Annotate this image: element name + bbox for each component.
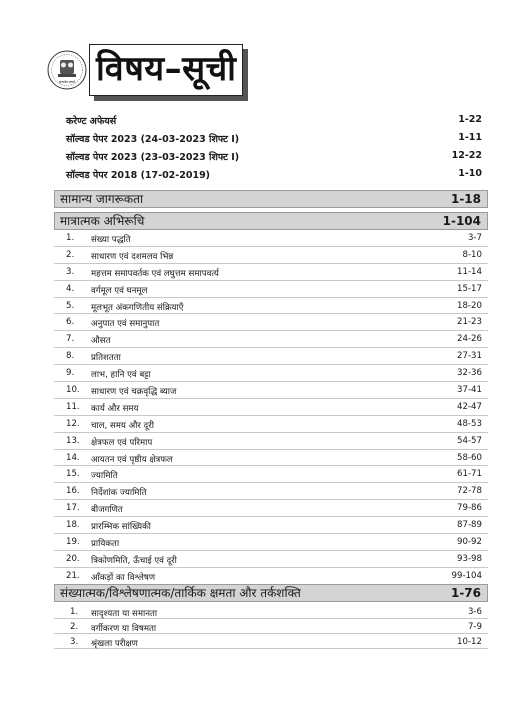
list-item[interactable] (54, 230, 488, 247)
list-item[interactable] (54, 604, 488, 619)
item-number: 18. (66, 520, 80, 531)
item-number: 15. (66, 469, 80, 480)
header (47, 44, 247, 100)
item-pages: 93-98 (457, 553, 482, 564)
list-item[interactable] (54, 331, 488, 348)
item-number: 21. (66, 570, 80, 581)
item-pages: 7-9 (467, 622, 482, 632)
list-item[interactable] (54, 551, 488, 568)
item-label: आयतन एवं पृष्ठीय क्षेत्रफल (91, 454, 173, 465)
item-pages: 54-57 (457, 435, 482, 446)
item-pages: 18-20 (457, 300, 482, 311)
list-item[interactable] (54, 314, 488, 331)
section-title: संख्यात्मक/विश्लेषणात्मक/तार्किक क्षमता और तर्कशक्ति (60, 586, 301, 600)
prelim-label: सॉल्वड पेपर 2023 (24-03-2023 शिफ्ट I) (66, 134, 240, 145)
item-pages: 11-14 (457, 266, 482, 277)
list-item[interactable] (54, 534, 488, 551)
list-item[interactable] (54, 466, 488, 483)
title-box (89, 44, 243, 96)
item-label: साधारण एवं दशमलव भिन्न (91, 251, 174, 262)
prelim-pages: 1-10 (458, 168, 482, 179)
prelim-label: सॉल्वड पेपर 2023 (23-03-2023 शिफ्ट I) (66, 152, 240, 163)
item-pages: 24-26 (457, 334, 482, 345)
prelim-pages: 1-22 (458, 114, 482, 125)
item-label: प्रतिशतता (91, 353, 121, 364)
list-item[interactable] (54, 450, 488, 467)
item-pages: 21-23 (457, 317, 482, 328)
item-pages: 27-31 (457, 351, 482, 362)
item-label: आँकड़ों का विश्लेषण (91, 572, 156, 583)
item-number: 4. (66, 283, 75, 294)
item-label: त्रिकोणमिति, ऊँचाई एवं दूरी (91, 555, 177, 566)
prelim-label: करेण्ट अफेयर्स (66, 116, 117, 127)
list-item[interactable] (54, 365, 488, 382)
section-quantitative-aptitude[interactable] (54, 212, 488, 230)
list-item[interactable] (54, 348, 488, 365)
state-emblem-icon (47, 50, 87, 90)
section-pages: 1-18 (450, 192, 481, 206)
item-pages: 48-53 (457, 418, 482, 429)
list-item[interactable] (54, 281, 488, 298)
item-pages: 8-10 (462, 249, 482, 260)
prelim-list (66, 112, 482, 184)
item-pages: 37-41 (457, 385, 482, 396)
item-pages: 72-78 (457, 486, 482, 497)
item-number: 17. (66, 503, 80, 514)
list-item[interactable] (54, 517, 488, 534)
list-item[interactable] (54, 382, 488, 399)
item-pages: 99-104 (451, 570, 482, 581)
list-item[interactable] (54, 433, 488, 450)
item-label: निर्देशांक ज्यामिति (91, 488, 147, 499)
item-label: वर्गीकरण या विषमता (91, 624, 157, 634)
item-label: बीजगणित (91, 505, 123, 516)
reasoning-topic-list (54, 604, 488, 649)
list-item[interactable] (54, 298, 488, 315)
item-number: 2. (70, 622, 79, 632)
item-label: संख्या पद्धति (91, 235, 131, 245)
item-number: 1. (70, 607, 79, 617)
item-number: 12. (66, 418, 80, 429)
list-item[interactable] (54, 416, 488, 433)
item-pages: 90-92 (457, 537, 482, 548)
prelim-row[interactable] (66, 148, 482, 166)
item-pages: 87-89 (457, 520, 482, 531)
section-title: सामान्य जागरूकता (60, 192, 144, 206)
item-number: 14. (66, 452, 80, 463)
item-number: 9. (66, 368, 75, 379)
item-number: 2. (66, 249, 75, 260)
item-pages: 61-71 (457, 469, 482, 480)
item-label: ज्यामिति (91, 471, 118, 482)
prelim-pages: 1-11 (458, 132, 482, 143)
section-general-awareness[interactable] (54, 190, 488, 208)
item-label: श्रृंखला परीक्षण (91, 639, 138, 649)
prelim-row[interactable] (66, 130, 482, 148)
item-number: 19. (66, 537, 80, 548)
prelim-row[interactable] (66, 112, 482, 130)
list-item[interactable] (54, 483, 488, 500)
section-title: मात्रात्मक अभिरूचि (60, 214, 145, 228)
item-number: 6. (66, 317, 75, 328)
prelim-label: सॉल्वड पेपर 2018 (17-02-2019) (66, 170, 211, 181)
item-number: 11. (66, 401, 80, 412)
prelim-pages: 12-22 (451, 150, 482, 161)
item-label: लाभ, हानि एवं बट्टा (91, 370, 151, 381)
list-item[interactable] (54, 568, 488, 585)
item-label: प्रायिकता (91, 539, 120, 550)
list-item[interactable] (54, 399, 488, 416)
item-number: 8. (66, 351, 75, 362)
item-number: 3. (66, 266, 75, 277)
list-item[interactable] (54, 619, 488, 634)
item-label: मूलभूत अंकगणितीय संक्रियाएँ (91, 302, 184, 313)
item-pages: 58-60 (457, 452, 482, 463)
list-item[interactable] (54, 634, 488, 649)
item-label: साधारण एवं चक्रवृद्धि ब्याज (91, 387, 177, 398)
emblem-caption: सत्यमेव जयते (59, 80, 75, 84)
item-pages: 32-36 (457, 368, 482, 379)
quant-topic-list (54, 230, 488, 585)
item-number: 1. (66, 233, 75, 243)
item-pages: 3-7 (467, 233, 482, 243)
item-number: 5. (66, 300, 75, 311)
item-label: वर्गमूल एवं घनमूल (91, 285, 148, 296)
item-label: चाल, समय और दूरी (91, 420, 154, 431)
item-number: 16. (66, 486, 80, 497)
section-pages: 1-76 (450, 586, 481, 600)
item-number: 10. (66, 385, 80, 396)
item-number: 20. (66, 553, 80, 564)
section-pages: 1-104 (442, 214, 481, 228)
item-label: सादृश्यता या समानता (91, 609, 158, 619)
item-pages: 42-47 (457, 401, 482, 412)
item-pages: 15-17 (457, 283, 482, 294)
item-number: 13. (66, 435, 80, 446)
item-label: अनुपात एवं समानुपात (91, 319, 160, 330)
item-pages: 3-6 (467, 607, 482, 617)
list-item[interactable] (54, 264, 488, 281)
page-title: विषय–सूची (96, 49, 237, 89)
item-number: 3. (70, 637, 79, 647)
item-label: औसत (91, 336, 111, 347)
item-label: क्षेत्रफल एवं परिमाप (91, 437, 153, 448)
section-reasoning[interactable] (54, 584, 488, 602)
item-pages: 79-86 (457, 503, 482, 514)
list-item[interactable] (54, 500, 488, 517)
item-label: कार्य और समय (91, 403, 139, 414)
item-pages: 10-12 (457, 637, 482, 647)
item-number: 7. (66, 334, 75, 345)
item-label: प्रारम्भिक सांख्यिकी (91, 522, 151, 533)
item-label: महत्तम समापवर्तक एवं लघुत्तम समापवर्त्य (91, 268, 219, 279)
list-item[interactable] (54, 247, 488, 264)
prelim-row[interactable] (66, 166, 482, 184)
